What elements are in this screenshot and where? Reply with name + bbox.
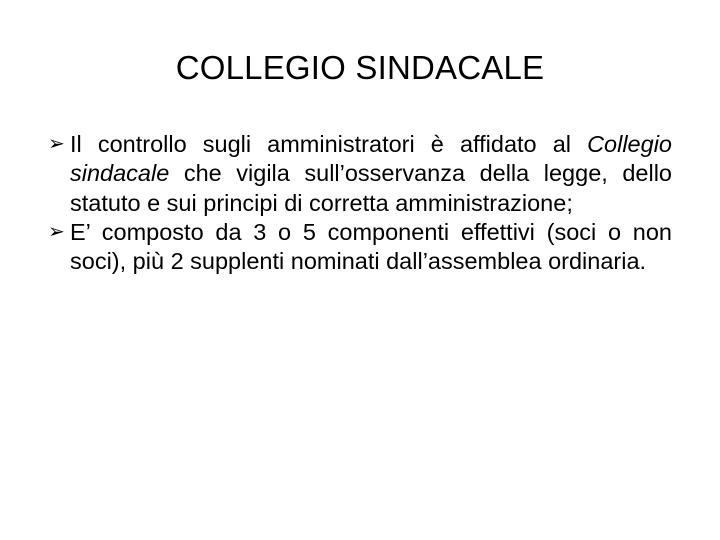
bullet-emphasis: Collegio sindacale	[70, 131, 672, 187]
arrowhead-bullet-icon: ➢	[48, 220, 65, 243]
bullet-item-controllo	[48, 130, 672, 218]
slide-title: COLLEGIO SINDACALE	[175, 49, 545, 86]
bullet-text-before: Il controllo sugli amministratori è affidato al	[70, 131, 588, 157]
bullet-text: E’ composto da 3 o 5 componenti effettivi (soci o non soci), più 2 supplenti nominati dall’assemblea ordinaria.	[70, 218, 672, 275]
arrowhead-bullet-icon: ➢	[48, 133, 65, 155]
bullet-item-composizione	[48, 218, 672, 277]
bullet-list	[48, 130, 672, 276]
bullet-text-after: che vigila sull’osservanza della legge, dello statuto e sui principi di corretta amministrazione;	[70, 160, 672, 216]
